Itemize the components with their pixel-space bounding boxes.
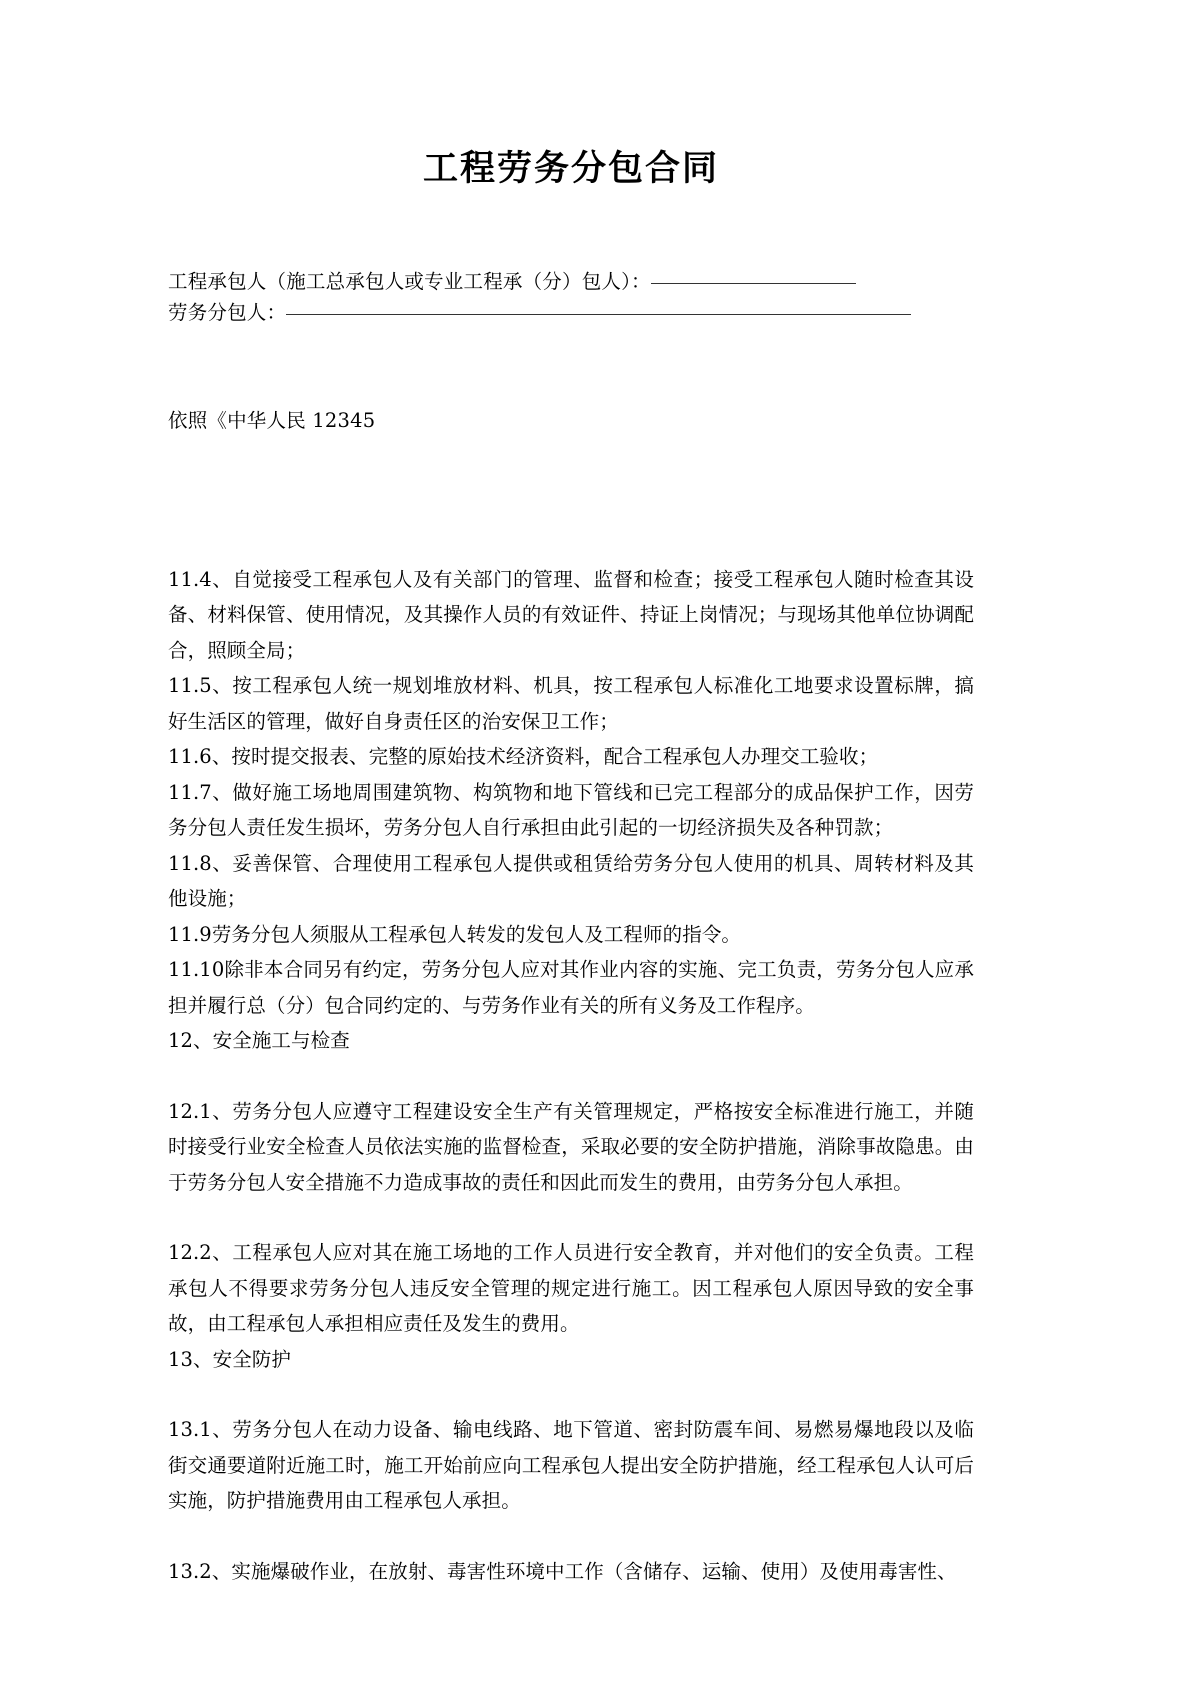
clause-11-5: 11.5、按工程承包人统一规划堆放材料、机具，按工程承包人标准化工地要求设置标牌，搞好生活区的管理，做好自身责任区的治安保卫工作； [168, 674, 974, 733]
contractor-label: 工程承包人（施工总承包人或专业工程承（分）包人）： [168, 269, 651, 293]
clause-11-4: 11.4、自觉接受工程承包人及有关部门的管理、监督和检查；接受工程承包人随时检查其设备、材料保管、使用情况，及其操作人员的有效证件、持证上岗情况；与现场其他单位协调配合，照顾全局； [168, 567, 974, 662]
clause-11-10: 11.10除非本合同另有约定，劳务分包人应对其作业内容的实施、完工负责，劳务分包人应承担并履行总（分）包合同约定的、与劳务作业有关的所有义务及工作程序。 [168, 958, 974, 1017]
citation-line: 依照《中华人民 12345 [168, 408, 376, 432]
subcontractor-label: 劳务分包人： [168, 300, 287, 324]
clause-13-heading: 13、安全防护 [168, 1347, 292, 1371]
subcontractor-line [168, 297, 974, 328]
clause-13-2: 13.2、实施爆破作业，在放射、毒害性环境中工作（含储存、运输、使用）及使用毒害性、 [168, 1559, 957, 1583]
contractor-line [168, 266, 974, 297]
document-content [168, 0, 974, 1589]
clause-11-7: 11.7、做好施工场地周围建筑物、构筑物和地下管线和已完工程部分的成品保护工作，因劳务分包人责任发生损坏，劳务分包人自行承担由此引起的一切经济损失及各种罚款； [168, 780, 974, 840]
clause-12-2: 12.2、工程承包人应对其在施工场地的工作人员进行安全教育，并对他们的安全负责。工程承包人不得要求劳务分包人违反安全管理的规定进行施工。因工程承包人原因导致的安全事故，由工程承包人承担相应责任及发生的费用。 [168, 1241, 974, 1336]
clause-11-8: 11.8、妥善保管、合理使用工程承包人提供或租赁给劳务分包人使用的机具、周转材料及其他设施； [168, 851, 974, 911]
party-block [168, 266, 974, 328]
clause-12-1: 12.1、劳务分包人应遵守工程建设安全生产有关管理规定，严格按安全标准进行施工，并随时接受行业安全检查人员依法实施的监督检查，采取必要的安全防护措施，消除事故隐患。由于劳务分包人安全措施不力造成事故的责任和因此而发生的费用，由劳务分包人承担。 [168, 1099, 974, 1194]
clause-13-1: 13.1、劳务分包人在动力设备、输电线路、地下管道、密封防震车间、易燃易爆地段以及临街交通要道附近施工时，施工开始前应向工程承包人提出安全防护措施，经工程承包人认可后实施，防护措施费用由工程承包人承担。 [168, 1418, 974, 1513]
subcontractor-fill-field[interactable] [286, 314, 911, 315]
clause-list [168, 562, 974, 1590]
contractor-fill-field[interactable] [651, 283, 856, 284]
clause-11-6: 11.6、按时提交报表、完整的原始技术经济资料，配合工程承包人办理交工验收； [168, 745, 879, 769]
clause-11-9: 11.9劳务分包人须服从工程承包人转发的发包人及工程师的指令。 [168, 922, 742, 946]
page-title: 工程劳务分包合同 [422, 149, 719, 189]
clause-12-heading: 12、安全施工与检查 [168, 1029, 350, 1053]
